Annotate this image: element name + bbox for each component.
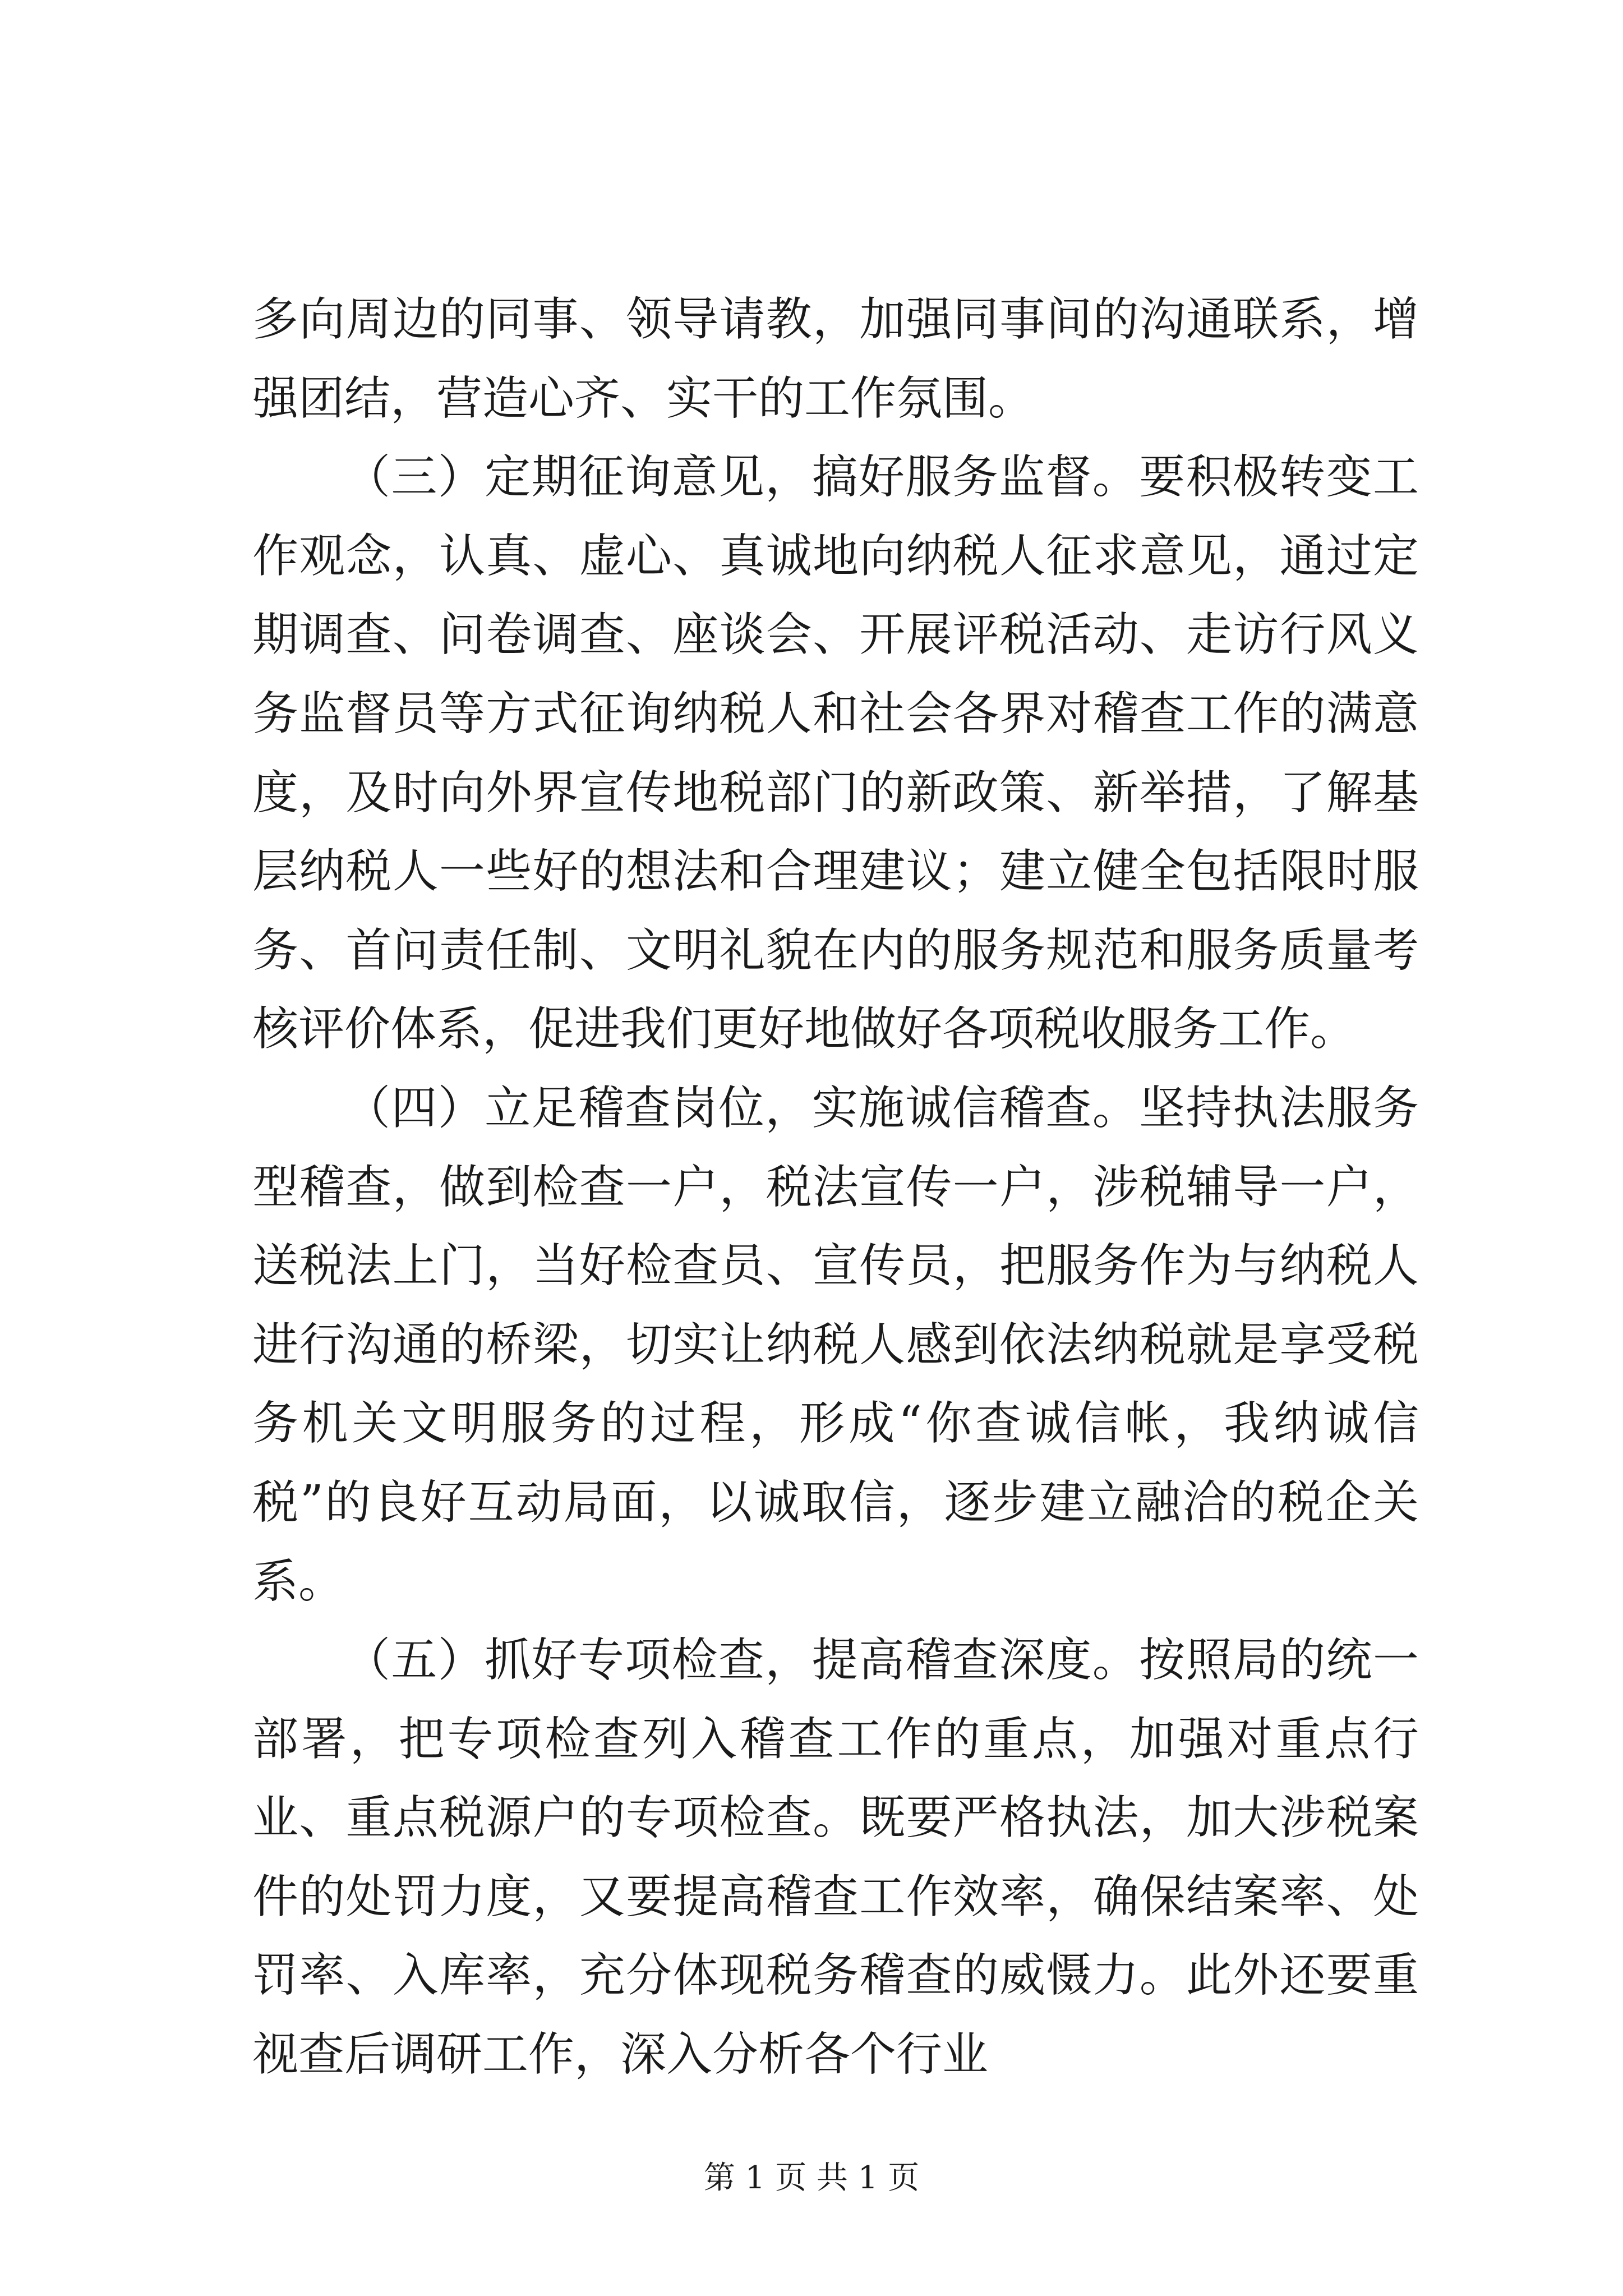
paragraph-section-3: （三）定期征询意见，搞好服务监督。要积极转变工作观念，认真、虚心、真诚地向纳税人征求意见，通过定期调查、问卷调查、座谈会、开展评税活动、走访行风义务监督员等方式征询纳税人和社会各界对稽查工作的满意度，及时向外界宣传地税部门的新政策、新举措，了解基层纳税人一些好的想法和合理建议；建立健全包括限时服务、首问责任制、文明礼貌在内的服务规范和服务质量考核评价体系，促进我们更好地做好各项税收服务工作。 bbox=[252, 450, 1419, 1056]
paragraph-continuation: 多向周边的同事、领导请教，加强同事间的沟通联系，增强团结，营造心齐、实干的工作氛围。 bbox=[252, 293, 1419, 425]
paragraph-section-4: （四）立足稽查岗位，实施诚信稽查。坚持执法服务型稽查，做到检查一户，税法宣传一户，涉税辅导一户，送税法上门，当好检查员、宣传员，把服务作为与纳税人进行沟通的桥梁，切实让纳税人感到依法纳税就是享受税务机关文明服务的过程，形成“你查诚信帐，我纳诚信税”的良好互动局面，以诚取信，逐步建立融洽的税企关系。 bbox=[252, 1081, 1419, 1608]
document-body bbox=[252, 280, 1419, 2095]
page-footer: 第 1 页 共 1 页 bbox=[703, 2160, 920, 2196]
paragraph-section-5: （五）抓好专项检查，提高稽查深度。按照局的统一部署，把专项检查列入稽查工作的重点，加强对重点行业、重点税源户的专项检查。既要严格执法，加大涉税案件的处罚力度，又要提高稽查工作效率，确保结案率、处罚率、入库率，充分体现税务稽查的威慑力。此外还要重视查后调研工作，深入分析各个行业 bbox=[252, 1634, 1419, 2082]
